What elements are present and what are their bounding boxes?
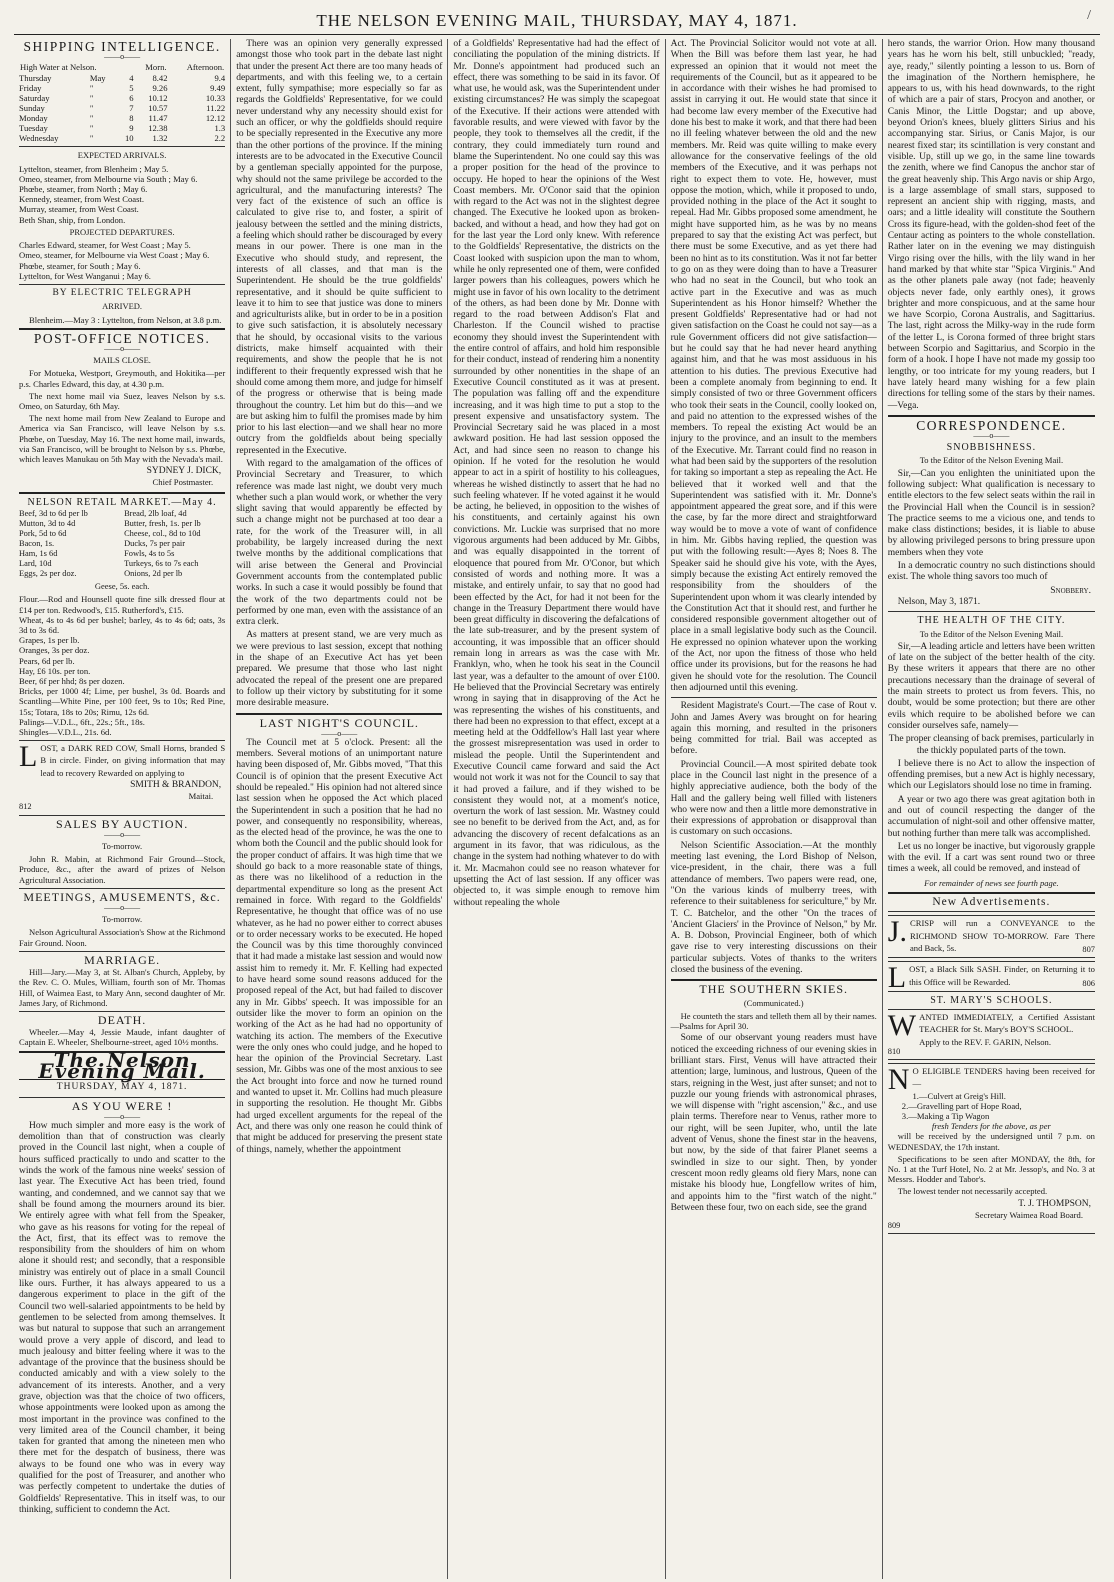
auction-sub: To-morrow. <box>102 840 143 851</box>
market-item: Bread, 2lb loaf, 4d <box>124 509 187 519</box>
ornament: ——o—— <box>104 52 141 62</box>
divider <box>19 951 225 952</box>
departure-item: Charles Edward, steamer, for West Coast ; May 5. <box>19 240 191 251</box>
mails-heading: MAILS CLOSE. <box>93 355 151 366</box>
market-heading: NELSON RETAIL MARKET.—May 4. <box>27 496 217 508</box>
ad-initial: J. <box>887 915 907 949</box>
tide-morn: 1.32 <box>152 133 168 144</box>
tide-morn: 8.42 <box>152 73 168 84</box>
market-item: Ducks, 7s per pair <box>124 539 186 549</box>
arrival-item: Lyttelton, steamer, from Blenheim ; May 5. <box>19 163 169 174</box>
skies-sub: (Communicated.) <box>743 997 804 1008</box>
tenders-title: Secretary Waimea Road Board. <box>975 1209 1083 1220</box>
skies-epigraph: He counteth the stars and telleth them all by their names.—Psalms for April 30. <box>670 1010 877 1032</box>
ornament: ——o—— <box>973 431 1010 441</box>
letter2-para-1: Sir,—A leading article and letters have been written of late on the subject of the better health of the city. By these writers it appears that there are no other precautions necessary than the drainage of several of the main streets to protect us from fevers. This, no doubt, would be some protection; but there are other evils which require to be abolished before we can consider ourselves safe, namely— <box>887 641 1095 731</box>
divider <box>888 911 1095 912</box>
tender-items <box>888 1091 1095 1122</box>
market-left <box>19 509 120 579</box>
letter2-para-3: I believe there is no Act to allow the inspection of offending premises, but a new Act is highly necessary, which our Legislators should lose no time in framing. <box>887 758 1095 792</box>
letter1-to: To the Editor of the Nelson Evening Mail. <box>919 455 1064 466</box>
school-ad-text: ANTED IMMEDIATELY, a Certified Assistant TEACHER for St. Mary's BOY'S SCHOOL. <box>919 1012 1095 1035</box>
tide-month: " <box>89 83 94 94</box>
tide-day: Thursday <box>19 73 52 84</box>
editorial-para-2: There was an opinion very generally expressed amongst those who took part in the debate last night that under the present Act there are too many heads of departments, and with this feeling we, to a certain extent, fully sympathise; more especially so far as regards the Goldfields' Representative, for we could never understand why any necessity should exist for such an officer, or why the goldfields should require to be specially represented in the Executive any more than the other portions of the province. If the mining interests are to be advocated in the Executive Council by a gentleman specially appointed for the purpose, why should not the same privilege be accorded to the agricultural, and the manufacturing interests? The very fact of the existence of such an office is calculated to give rise to, and foster, a spirit of jealousy between the settled and the mining districts, a feeling which should rather be discouraged by every means in our power. There is one man in the Executive who should study, and represent, the interests of all classes, and that man is the Superintendent. He should be the true goldfields' representative, and it should be quite sufficient to leave it to him to see that justice was done to miners and agriculturists alike, but in order to be in a position to give such satisfaction, it is absolutely necessary that he should, by occasional visits to the various districts, make himself acquainted with their requirements, and show the people that he is not indifferent to their frequently expressed wish that he should come among them more, and judge for himself of the progress or otherwise that is being made throughout the country. Let him but do this—and we are but asking him to fulfil the promises made by him prior to his last election—and we shall hear no more outcry from the goldfields about being specially represented in the Executive. <box>236 39 443 456</box>
tender-item: 3.—Making a Tip Wagon <box>901 1110 990 1121</box>
post-office-heading: POST-OFFICE NOTICES. <box>33 330 211 346</box>
letter2-para-4: A year or two ago there was great agitation both in and out of council respecting the danger of the accumulation of night-soil and other offensive matter, but nothing further than mere talk was accomplished. <box>887 794 1095 839</box>
market-line: Oranges, 3s per doz. <box>19 645 90 656</box>
tide-date: 8 <box>129 113 134 124</box>
letter1-signoff: Snobbery. <box>1050 585 1091 596</box>
tide-aft: 2.2 <box>214 133 226 144</box>
arrivals-heading: EXPECTED ARRIVALS. <box>77 150 167 161</box>
death-heading: DEATH. <box>97 1012 147 1027</box>
tenders-lowest: The lowest tender not necessarily accepted. <box>897 1186 1048 1197</box>
tide-month: " <box>89 123 94 134</box>
tide-aft-header: Afternoon. <box>186 62 225 73</box>
market-geese: Geese, 5s. each. <box>94 581 150 592</box>
lost-sash-text: OST, a Black Silk SASH. Finder, on Returning it to this Office will be Rewarded. <box>909 964 1095 987</box>
masthead <box>14 8 1100 35</box>
tender-item: 1.—Culvert at Greig's Hill. <box>912 1090 1006 1101</box>
letter2-to: To the Editor of the Nelson Evening Mail. <box>919 628 1064 639</box>
editorial-continued <box>236 39 442 710</box>
tide-morn-header: Morn. <box>145 62 167 73</box>
market-item: Lard, 10d <box>19 559 52 569</box>
divider <box>888 892 1095 894</box>
letter2-para-5: Let us no longer be inactive, but vigorously grapple with the evil. If a cart was sent round two or three times a week, all could be removed, and instead of <box>887 841 1095 875</box>
council-report-part-3: Act. The Provincial Solicitor would not vote at all. When the Bill was before them last year, he had expressed an opinion that it would not meet the requirements of the Council, but as it appeared to be in accordance with their wishes he had promised to assist in carrying it out. He would state that since it had become law every member of the Executive had done his best to make it work, and that there had been no ill feeling whatever between the old and the new members. Mr. Reid was quite willing to make every allowance for the conservative feelings of the old members of the Executive, and it was perhaps not right to expect them to vote. He, however, must oppose the motion, which, while it proposed to undo, provided nothing in the place of the Act it sought to repeal. Had Mr. Gibbs proposed some amendment, he might have supported him, as he was by no means prepared to say that the existing Act was perfect, but there must be some Executive, and as yet there had been no hint as to its constitution. Was it not far better to go on as they were doing than to have a Treasurer who had no seat in the Council, but who took an active part in the Executive and was as much Superintendent as his Honor himself? Whether the present Goldfields' Representative had or had not given satisfaction on the Coast he could not say—as a rule Government officers did not give satisfaction—but he could say that he had never heard anything against him, and that he was most assiduous in his attention to his duties. The previous Executive had been a complete anomaly from beginning to end. It simply consisted of two or three Government officers who took their seats in the Council, coolly looked on, and paid no attention to the expressed wishes of the members. To repeal the existing Act would be an injury to the province, and an insult to the members of the Executive. Mr. Tarrant could find no reason in what had been said by the supporters of the resolution for taking so important a step as repealing the Act. He believed that it worked well and that the Superintendent was satisfied with it. Mr. Donne's appointment appeared the great sore, and if this were the case, by far the more direct and straightforward way would be to move a vote of want of confidence in him. Mr. Gibbs having replied, the question was put with the following result:—Ayes 8; Noes 8. The Speaker said he should give his vote, with the Ayes, simply because the existing Act entirely removed the responsibility from the shoulders of the Superintendent upon whom it was clearly intended by the Constitution Act that it should rest, and further he considered responsible government altogether out of place in a small legislative body such as the Council. He expressed no opinion whatever upon the working of the Act, nor upon the fitness of those who held office under its provisions, but for the reasons he had given he should vote for the resolution. The Council then adjourned until this evening. <box>670 39 877 693</box>
ad-ref: 810 <box>887 1046 901 1056</box>
columns <box>14 39 1100 1579</box>
correspondence-heading: CORRESPONDENCE. <box>916 417 1067 433</box>
divider <box>19 492 225 494</box>
school-heading: ST. MARY'S SCHOOLS. <box>930 994 1053 1006</box>
marriage-heading: MARRIAGE. <box>84 952 161 967</box>
arrival-item: Omeo, steamer, from Melbourne via South ; May 6. <box>19 173 198 184</box>
auction-text: John R. Mabin, at Richmond Fair Ground—Stock, Produce, &c., after the award of prizes of Nelson Agricultural Association. <box>19 854 226 885</box>
ad-ref: 807 <box>1082 944 1095 954</box>
school-apply: Apply to the REV. F. GARIN, Nelson. <box>919 1036 1052 1047</box>
tide-heading: High Water at Nelson. <box>20 62 97 73</box>
arrival-item: Murray, steamer, from West Coast. <box>19 204 139 215</box>
tide-date: 5 <box>129 83 134 94</box>
market-item: Ham, 1s 6d <box>19 549 58 559</box>
tide-date: 7 <box>129 103 134 114</box>
tide-row <box>19 93 225 103</box>
court-para-3: Nelson Scientific Association.—At the monthly meeting last evening, the Lord Bishop of Nelson, vice-president, in the chair, there was a full attendance of members. Two papers were read, one, "On the various kinds of mulberry trees, with reference to their suitableness for sericulture," by Mr. T. C. Batchelor, and the other "On the traces of 'Ancient Glaciers' in the Province of Nelson," by Mr. A. B. Dobson, Provincial Engineer, both of which gave rise to very interesting discussions on their particular subjects. Votes of thanks to the writers closed the business of the evening. <box>670 840 877 976</box>
postmaster-title: Chief Postmaster. <box>152 477 214 488</box>
column-5 <box>883 39 1100 1579</box>
tide-morn: 10.57 <box>148 103 168 114</box>
tide-month: " <box>89 113 94 124</box>
editorial-dateline: THURSDAY, MAY 4, 1871. <box>56 1082 188 1093</box>
divider <box>19 146 225 147</box>
tide-morn: 10.12 <box>148 93 168 104</box>
editorial-para-3: With regard to the amalgamation of the offices of Provincial Secretary and Treasurer, to which reference was made last night, we doubt very much whether such a plan would work, or whether the very slight saving that would apparently be effected by such a change might not be purchased at too dear a rate, for the work of the Treasurer will, in all probability, be largely increased during the next twelve months by the additional complications that will arise between the General and Provincial Government accounts from the contemplated public works. In such a case it would possibly be found that the work of the two departments could not be performed by one man, even with the assistance of an extra clerk. <box>236 458 443 628</box>
departures-list <box>19 240 225 281</box>
editorial-para-4: As matters at present stand, we are very much as we were previous to last session, except that nothing in the shape of an Executive Act has yet been prepared. We presume that those who last night advocated the repeal of the present one are prepared to follow up their victory by substituting for it some more desirable measure. <box>236 630 443 709</box>
tide-row <box>19 113 225 123</box>
tide-day: Friday <box>19 83 42 94</box>
tide-day: Monday <box>19 113 48 124</box>
market-item: Onions, 2d per lb <box>124 569 183 579</box>
skies-part-1: Some of our observant young readers must have noticed the exceeding richness of our evening skies in brilliant stars. First, Venus will have attracted their attention; large, luminous, and lustrous, Queen of the stars, reigning in the West, just after sunset; and not to puzzle our young friends with astronomical phrases, we will dispense with "right ascension," &c., and use plain terms. Therefore near to Venus, rather more to our right, will be seen Jupiter, who, until the late advent of Venus, shone the finest star in the heavens, but now, by the side of that fairer Planet seems a swindled in size to our sight. Then, by yonder crescent moon redly gleams old fiery Mars, none can mistake his bloody hue, Longfellow writes of him, and appoints him to the "first watch of the night." Between these four, two on each side, see the grand <box>670 1033 877 1213</box>
divider <box>19 1011 225 1012</box>
skies-heading: THE SOUTHERN SKIES. <box>699 982 849 997</box>
arrivals-list <box>19 164 225 225</box>
market-line: Wheat, 4s to 4s 6d per bushel; barley, 4s to 4s 6d; oats, 3s 3d to 3s 6d. <box>19 614 226 635</box>
ad-initial: N <box>887 1062 910 1096</box>
arrival-item: Beth Shan, ship, from London. <box>19 214 126 225</box>
skies-part-2: hero stands, the warrior Orion. How many thousand years has he worn his belt, still unbuckled; "ready, aye, ready," silently pointing a lesson to us. Born of the imagination of the Northern hemisphere, he appears to us, with his head downwards, to the right of which are a pair of stars, Procyon and another, or Canis Minor, the Little Dogstar; and up above, beyond Orion's knees, bluely glitters Sirius and his accompanying star. Sirius, or Canis Major, is our nearest fixed star; its scintillation is very constant and visible. Up, still up we go, in the same line towards the zenith, where we find Canopus the anchor star of the great heavenly ship. This Argo navis or ship Argo, is a large assemblage of small stars, supposed to represent an ancient ship with rigging, masts, and oars; and a little ideality will constitute the Southern Cross its figure-head, with the golden-shod feet of the Centaur acting as pointers to the whole constellation. Rather later on in the evening we may distinguish Virgo rising over the hills, with the lily wand in her hand marked by that white star "Spica Virginis." And as the other planets pale away (not fade; heavenly objects never fade, only earthly ones), it grows brighter and more conspicuous, and at the same hour we have Scorpio, Corona Australis, and Sagittarius. The last, right across the Milky-way in the rude form of the letter L, is Corona formed of three bright stars between Scorpio and Sagittarius, and Scorpio in the form of a hook. I hope I have not made my gossip too lengthy, or too intricate for my young readers, but I have lately heard many wishing for a few plain directions for telling some of the stars by their names.—Vega. <box>887 39 1095 411</box>
auction-heading: SALES BY AUCTION. <box>55 816 189 831</box>
ad-ref: 806 <box>1082 978 1095 988</box>
tide-morn: 12.38 <box>148 123 168 134</box>
market-grid <box>19 509 225 579</box>
tide-day: Saturday <box>19 93 50 104</box>
ornament: ——o—— <box>104 1111 141 1121</box>
market-line: Bricks, per 1000 4f; Lime, per bushel, 3s 0d. Boards and Scantling—White Pine, per 100 feet, 9s to 10s; Red Pine, 15s; Totara, 18s to 20s; Rimu, 12s 6d. <box>19 686 226 717</box>
tenders-note: fresh Tenders for the above, as per <box>931 1121 1051 1132</box>
lost-cow-place: Maitai. <box>188 791 214 802</box>
market-item: Turkeys, 6s to 7s each <box>124 559 199 569</box>
market-line: Palings—V.D.L., 6ft., 22s.; 5ft., 18s. <box>19 716 145 727</box>
divider <box>19 1097 225 1098</box>
meetings-heading: MEETINGS, AMUSEMENTS, &c. <box>23 889 221 904</box>
column-2 <box>231 39 448 1579</box>
new-ads-heading: New Advertisements. <box>932 896 1051 909</box>
tide-date: 9 <box>129 123 134 134</box>
divider <box>19 888 225 889</box>
tide-day: Tuesday <box>19 123 48 134</box>
arrival-item: Kennedy, steamer, from West Coast. <box>19 194 144 205</box>
departure-item: Phœbe, steamer, for South ; May 6. <box>19 260 141 271</box>
tenders-signature: T. J. THOMPSON, <box>1018 1198 1091 1209</box>
market-item: Fowls, 4s to 5s <box>124 549 175 559</box>
ornament: ——o—— <box>104 903 141 913</box>
market-item: Bacon, 1s. <box>19 539 55 549</box>
telegraph-text: Blenheim.—May 3 : Lyttelton, from Nelson, at 3.8 p.m. <box>29 314 222 325</box>
tide-date: 4 <box>129 73 134 84</box>
tide-month: " <box>89 93 94 104</box>
tide-aft: 10.33 <box>205 93 226 104</box>
departure-item: Omeo, steamer, for Melbourne via West Coast ; May 6. <box>19 250 210 261</box>
market-line: Hay, £6 10s. per ton. <box>19 665 91 676</box>
letter1-para-2: In a democratic country no such distinctions should exist. The whole thing savors too much of <box>887 561 1095 583</box>
court-para-1: Resident Magistrate's Court.—The case of Rout v. John and James Avery was brought on for hearing again this morning, and resulted in the prisoners being committed for trial. Bail was accepted as before. <box>670 701 877 757</box>
divider <box>671 697 877 698</box>
market-item: Cheese, col., 8d to 10d <box>124 529 201 539</box>
tenders-body: will be received by the undersigned until 7 p.m. on WEDNESDAY, the 17th instant. <box>887 1131 1095 1152</box>
letter1-title: SNOBBISHNESS. <box>946 442 1037 454</box>
tenders-ad <box>888 1063 1095 1234</box>
continued-note: For remainder of news see fourth page. <box>924 877 1059 888</box>
tide-month: " <box>89 133 94 144</box>
tide-row <box>19 133 225 143</box>
tide-morn: 11.47 <box>148 113 168 124</box>
market-line: Pears, 6d per lb. <box>19 655 75 666</box>
editorial-heading: AS YOU WERE ! <box>71 1098 173 1113</box>
tide-date: 6 <box>129 93 134 104</box>
crisp-ad-text: CRISP will run a CONVEYANCE to the RICHMOND SHOW TO-MORROW. Fare There and Back, 5s. <box>909 918 1095 953</box>
tide-row <box>19 103 225 113</box>
lost-sash-ad <box>887 961 1095 995</box>
lost-cow-ad <box>19 740 225 815</box>
tender-item: 2.—Gravelling part of Hope Road, <box>901 1100 1022 1111</box>
divider <box>888 415 1095 417</box>
market-line: Shingles—V.D.L., 21s. 6d. <box>19 726 112 737</box>
teacher-wanted-ad <box>888 1009 1095 1060</box>
tide-row <box>19 73 225 83</box>
tide-day: Sunday <box>19 103 45 114</box>
letter1-para-1: Sir,—Can you enlighten the uninitiated upon the following subject: What qualification is necessary to entitle electors to the few select seats within the rail in the Provincial Hall when the Council is in session? The practice seems to me a vicious one, and tends to make class distinctions; besides, it is liable to abuse by allowing privileged persons to bring pressure upon members when they vote <box>887 468 1095 558</box>
ad-ref: 812 <box>19 802 32 812</box>
market-item: Butter, fresh, 1s. per lb <box>124 519 201 529</box>
editorial-para-1: How much simpler and more easy is the work of demolition than that of construction was clearly proved in the Council last night, when a couple of hours sufficed practically to undo and scatter to the winds the work of the famous nine weeks' session of last year. The Executive Act has been tried, found wanting, and condemned, and we cannot say that we shall be found among the mourners around its bier. We entirely agree with what fell from the Speaker, who gave as his reasons for voting for the repeal of the Act, first, that its effect was to remove the responsibility from the shoulders of him on whom alone it should rest; and secondly, that a responsible ministry was entirely out of place in a small Council like ours. Further, it has always appeared to us a dangerous experiment to place in the gift of the Council two well-salaried appointments to be held by gentlemen to be selected from among themselves. It was but natural to suppose that such an arrangement would prove a very apple of discord, and lead to much jealousy and bitter feeling where it was to the advantage of the province that the business should be conducted amicably and with a view solely to the advancement of its interests. Another, and a very grave, objection was that the choice of two officers, whose appointments were looked upon as among the most important in the province was confined to the very limited area of the Council chamber, it being taken for granted that among the nineteen men who there met for the despatch of business, there was always to be found one who was in every way qualified for the post of Treasurer, and another who was perfectly competent to undertake the duties of Goldfields' Representative. This in itself was, to our thinking, sufficient to condemn the Act. <box>19 1120 226 1515</box>
market-right <box>124 509 225 579</box>
market-item: Pork, 5d to 6d <box>19 529 67 539</box>
letter2-title: THE HEALTH OF THE CITY. <box>917 615 1066 627</box>
council-heading: LAST NIGHT'S COUNCIL. <box>259 715 419 730</box>
letter1-dateline: Nelson, May 3, 1871. <box>897 596 981 607</box>
ornament: ——o—— <box>104 829 141 839</box>
tide-aft: 9.49 <box>210 83 226 94</box>
telegraph-sub: ARRIVED. <box>102 301 143 312</box>
tide-date: 10 <box>125 133 134 144</box>
court-para-2: Provincial Council.—A most spirited debate took place in the Council last night in the presence of a highly appreciative audience, both the body of the Hall and the gallery being well filled with listeners who were now and then a little more demonstrative in their expressions of approbation or disapproval than is customary on such occasions. <box>670 759 877 838</box>
tide-aft: 9.4 <box>214 73 226 84</box>
market-item: Beef, 3d to 6d per lb <box>19 509 88 519</box>
ornament: ——o—— <box>104 344 141 354</box>
post-para-2: The next home mail via Suez, leaves Nelson by s.s. Omeo, on Saturday, 6th May. <box>19 390 226 411</box>
lost-cow-text: OST, a DARK RED COW, Small Horns, branded S B in circle. Finder, on giving information that may lead to recovery Rewarded on applying to <box>40 743 226 778</box>
tide-table <box>19 61 225 143</box>
ad-initial: L <box>887 961 907 995</box>
death-text: Wheeler.—May 4, Jessie Maude, infant daughter of Captain E. Wheeler, Shelbourne-street, aged 10½ months. <box>19 1027 226 1048</box>
arrival-item: Phœbe, steamer, from North ; May 6. <box>19 184 148 194</box>
tide-aft: 12.12 <box>205 113 226 124</box>
tide-morn: 9.26 <box>152 83 168 94</box>
market-line: Grapes, 1s per lb. <box>19 635 80 646</box>
ornament: ——o—— <box>321 728 358 738</box>
letter2-para-2: The proper cleansing of back premises, particularly in the thickly populated parts of the town. <box>888 734 1094 756</box>
divider <box>19 284 225 285</box>
postmaster-signature: SYDNEY J. DICK, <box>146 466 222 477</box>
tide-row <box>19 83 225 93</box>
market-lines <box>19 594 225 737</box>
ad-initial: W <box>887 1009 917 1043</box>
divider <box>671 979 877 981</box>
meetings-sub: To-morrow. <box>102 914 143 925</box>
masthead-pencil-mark: / <box>1087 8 1092 23</box>
lost-cow-signature: SMITH & BRANDON, <box>130 780 222 791</box>
paper-nameplate: The Nelson Evening Mail. <box>19 1051 225 1081</box>
tenders-text: O ELIGIBLE TENDERS having been received for— <box>912 1065 1095 1089</box>
divider <box>236 713 442 715</box>
departures-heading: PROJECTED DEPARTURES. <box>69 226 175 237</box>
marriage-text: Hill—Jary.—May 3, at St. Alban's Church, Appleby, by the Rev. C. O. Mules, William, fourth son of Mr. Thomas Hill, of Waimea East, to Mary Ann, second daughter of Mr. James Jary, of Richmond. <box>19 967 226 1008</box>
ad-initial: L <box>19 740 38 774</box>
council-report-part-1: The Council met at 5 o'clock. Present: all the members. Several motions of an unimportant nature having been disposed of, Mr. Gibbs moved, "That this Council is of opinion that the present Executive Act should be repealed." His opinion had not altered since last session when he opposed the Act which placed the Superintendent in such a position that he had no power, and consequently no responsibility, whereas, as the elected head of the province, he was the one to whom both the Council and the public should look for the proper conduct of affairs. It was high time that we should go back to a more reasonable state of things, as there was no likelihood of a reduction in the departmental expenditure so long as the present Act remained in force. With regard to the Goldfields' Representative, he thought that office was of no use whatever, as he had no power either to correct abuses or to order necessary works to be executed. He hoped the Council was by this time thoroughly convinced that it had made a mistake last session and would now assist him to remedy it. Mr. F. Kelling had expected to have heard some sound reasons adduced for the proposed repeal of the Act, but had failed to discover any in Mr. Gibbs' speech. It was impossible for an outsider like the mover to form an opinion on the working of the Act as he had had no opportunity of watching its action. The members of the Executive were the only ones who could judge, and he hoped to hear the opinion of the Provincial Secretary. Last session, Mr. Gibbs was one of the most anxious to see the Act brought into force and now he turned round and wanted to upset it. Mr. Collins had much pleasure in supporting the resolution. He thought Mr. Gibbs had urged excellent arguments for the repeal of the Act, and there was only one reason he could think of that might be adduced for preserving the present state of things, namely, whether the appointment <box>236 737 443 1155</box>
telegraph-heading: BY ELECTRIC TELEGRAPH <box>52 287 192 298</box>
post-para-1: For Motueka, Westport, Greymouth, and Hokitika—per p.s. Charles Edward, this day, at 4.30 p.m. <box>19 368 226 389</box>
tide-row <box>19 123 225 133</box>
council-report-part-2: of a Goldfields' Representative had had the effect of conciliating the population of the mining districts. If Mr. Donne's appointment had produced such an effect, there was something to be said in its favor. Of what use, he would ask, was the Superintendent under existing circumstances? He was simply the scapegoat of the Executive. If their actions were attended with favorable results, and were viewed with favor by the people, they took to themselves all the credit, if the contrary, they could immediately turn round and blame the Superintendent. No one could say this was a proper position for the head of the province to occupy. He hoped to hear the opinions of the West Coast members. Mr. O'Conor said that the opinion with regard to the Act was not in the slightest degree changed. The Executive he looked upon as broken-backed, and without a head, and how they had got on for the last year the Lord only knew. With reference to the Goldfields' Representative, the districts on the Coast looked with suspicion upon the man to whom, while he only represented one of them, were confided larger powers than his colleagues, powers which he might use in favor of his own locality to the detriment of the others, as had been done by Mr. Donne with regard to the road between Addison's Flat and Charleston. If the Council wished to practise economy they should invest the Superintendent with the entire control of affairs, and hold him responsible for their conduct, instead of rendering him a nonentity surrounded by other nonentities in the shape of an Executive Council constituted as it was at present. The population was falling off and the expenditure increasing, and it was high time to put a stop to the present expensive and unsatisfactory system. The Provincial Secretary said he was placed in a most awkward position. He had last session opposed the Act, and had since seen no reason to change his opinion. If he voted for the resolution he would appear to act in a spirit of hostility to his colleagues, whereas he wished distinctly to assert that he had no such feeling whatever. If he voted against it he would be acting, he believed, in opposition to the wishes of his constituents, and certainly against his own convictions. Mr. Luckie was surprised that no more vigorous arguments had been adduced by Mr. Gibbs, and was equally disappointed in the torrent of eloquence that poured from Mr. O'Conor, but which consisted of words and nothing more. It was a mistake, and entirely unfair, to say that no good had been effected by the Act, for had it not been for the change in the Treasury Department there would have been great difficulty in discovering the defalcations of the late sub-treasurer, and by the present system of accounting, it was impossible that an officer should remain long in arrears as was the case with Mr. Franklyn, who, when he took his seat in the Council last year, was a defaulter to the amount of over £100. He believed that the Provincial Secretary was entirely wrong in saying that in disapproving of the Act he was representing the wishes of his constituents, and there had been no expression to that effect, except at a meeting held at the Oddfellow's Hall last year where the grossest misrepresentation was used in order to mislead the people. Until the Superintendent and Executive Council came forward and said the Act would not work it was not for the Council to say that it had proved a failure, and if they wished to be consistent they would not, at a moment's notice, overturn the work of last session. Mr. Wastney could see no benefit to be derived from the Act, and, as for advancing the discovery of recent defalcations as an argument in its favor, that was ridiculous, as the change in the system had nothing whatever to do with it. Mr. Macmahon could see no reason whatever for upsetting the Act of last session. If any officer was objected to, it was simple enough to remove him without repealing the whole <box>453 39 660 908</box>
column-4 <box>666 39 883 1579</box>
tide-month: " <box>89 103 94 114</box>
meetings-text: Nelson Agricultural Association's Show at the Richmond Fair Ground. Noon. <box>19 927 226 948</box>
tide-aft: 1.3 <box>214 123 226 134</box>
tide-month: May <box>89 73 106 84</box>
ad-ref: 809 <box>887 1220 901 1230</box>
divider <box>19 328 225 330</box>
tenders-spec: Specifications to be seen after MONDAY, the 8th, for No. 1 at the Turf Hotel, No. 2 at Mr. Jessop's, and No. 3 at Messrs. Hodder and Tabor's. <box>887 1153 1095 1185</box>
post-para-3: The next home mail from New Zealand to Europe and America via San Francisco, will leave Nelson by s.s. Phœbe, on Tuesday, May 16. The next home mail, inwards, via San Francisco, will be brought to Nelson by s.s. Phœbe, which leaves Manukau on 5th May with the Nevada's mail. <box>19 413 226 464</box>
divider <box>888 611 1095 612</box>
market-item: Eggs, 2s per doz. <box>19 569 77 579</box>
departure-item: Lyttelton, for West Wanganui ; May 6. <box>19 270 151 281</box>
market-item: Mutton, 3d to 4d <box>19 519 76 529</box>
market-line: Beer, 6f per hhd; 8s per dozen. <box>19 675 125 686</box>
market-line: Flour.—Rod and Hounsell quote fine silk dressed flour at £14 per ton. Redwood's, £15. Rutherford's, £15. <box>19 594 226 615</box>
crisp-conveyance-ad <box>888 915 1095 958</box>
column-1 <box>14 39 231 1579</box>
tide-day: Wednesday <box>19 133 59 144</box>
shipping-heading: SHIPPING INTELLIGENCE. <box>23 39 221 54</box>
tide-aft: 11.22 <box>206 103 226 114</box>
column-3 <box>448 39 665 1579</box>
masthead-title: THE NELSON EVENING MAIL, THURSDAY, MAY 4, 1871. <box>316 11 798 30</box>
